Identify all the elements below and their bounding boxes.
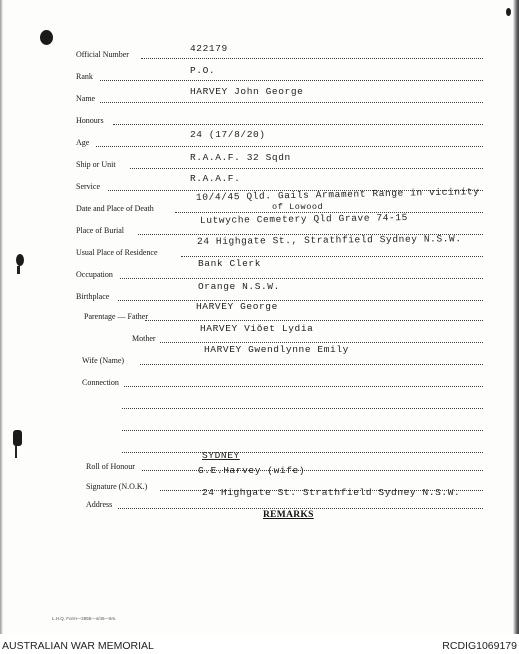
field-label: Service xyxy=(76,182,100,191)
field-line xyxy=(124,386,483,387)
field-value-continued: of Lowood xyxy=(272,202,324,212)
field-age xyxy=(0,129,519,152)
punch-hole-top-right xyxy=(506,8,511,16)
field-label: Official Number xyxy=(76,50,129,59)
field-label: Wife (Name) xyxy=(82,356,125,365)
field-line xyxy=(122,430,483,431)
field-blank-line xyxy=(0,438,519,458)
field-value: HARVEY George xyxy=(196,301,278,312)
field-label: Connection xyxy=(82,378,119,387)
field-label: Parentage — Father xyxy=(84,312,148,321)
field-line xyxy=(120,278,483,279)
field-line xyxy=(118,300,483,301)
field-ship-or-unit xyxy=(0,154,519,174)
field-connection xyxy=(0,372,519,392)
field-value: R.A.A.F. 32 Sqdn xyxy=(190,152,291,163)
field-blank-line xyxy=(0,416,519,436)
field-value: R.A.A.F. xyxy=(190,173,241,184)
field-line xyxy=(130,168,483,169)
field-label: Name xyxy=(76,94,96,103)
field-address xyxy=(0,487,519,516)
field-value: 422179 xyxy=(190,43,228,54)
field-official-number xyxy=(0,44,519,64)
field-label: Date and Place of Death xyxy=(76,204,154,213)
field-label: Roll of Honour xyxy=(86,462,135,471)
footer-record-id: RCDIG1069179 xyxy=(442,640,517,652)
field-line xyxy=(141,58,483,59)
field-value: HARVEY Gwendlynne Emily xyxy=(204,344,349,355)
footer-institution: AUSTRALIAN WAR MEMORIAL xyxy=(2,640,154,652)
remarks-heading: REMARKS xyxy=(263,510,314,520)
form-print-code: L.H.Q. Form—2855—4/45—5m. xyxy=(52,616,117,621)
field-line xyxy=(140,364,483,365)
field-label: Honours xyxy=(76,116,104,125)
field-honours xyxy=(0,110,519,130)
field-value: 24 Highgate St., Strathfield Sydney N.S.W. xyxy=(196,233,462,247)
field-value: P.O. xyxy=(190,65,216,76)
field-label: Rank xyxy=(76,72,93,81)
archive-footer xyxy=(0,634,519,654)
field-label: Ship or Unit xyxy=(76,160,116,169)
field-line xyxy=(122,452,483,453)
field-label: Birthplace xyxy=(76,292,110,301)
field-value: HARVEY John George xyxy=(190,86,304,97)
field-label: Mother xyxy=(132,334,156,343)
field-line xyxy=(145,320,483,321)
field-value: HARVEY Viŏet Lydia xyxy=(200,323,314,334)
field-name xyxy=(0,88,519,108)
field-value: Bank Clerk xyxy=(198,258,262,269)
field-blank-line xyxy=(0,394,519,414)
field-value: Lutwyche Cemetery Qld Grave 74-15 xyxy=(199,212,408,226)
punch-hole-top xyxy=(40,30,53,45)
field-label: Signature (N.O.K.) xyxy=(86,482,148,491)
field-wife xyxy=(0,344,519,370)
field-label: Occupation xyxy=(76,270,113,279)
field-line xyxy=(181,256,483,257)
field-label: Usual Place of Residence xyxy=(76,248,158,257)
field-value: 10/4/45 Qld. Gails Armament Range in vicinity xyxy=(195,186,480,203)
field-value: SYDNEY xyxy=(202,450,240,461)
field-rank xyxy=(0,66,519,86)
field-value: 24 (17/8/20) xyxy=(190,129,266,140)
field-line xyxy=(113,124,483,125)
field-line xyxy=(100,102,483,103)
field-value: 24 Highgate St. Strathfield Sydney N.S.W. xyxy=(202,487,461,498)
field-value: Orange N.S.W. xyxy=(198,281,280,292)
field-value: G.E.Harvey (wife) xyxy=(198,465,306,476)
field-line xyxy=(122,408,483,409)
field-line xyxy=(142,470,483,471)
field-label: Age xyxy=(76,138,90,147)
field-line xyxy=(118,508,483,509)
field-line xyxy=(96,146,483,147)
field-label: Place of Burial xyxy=(76,226,124,235)
field-label: Address xyxy=(86,500,113,509)
field-line xyxy=(100,80,483,81)
field-line xyxy=(160,342,483,343)
